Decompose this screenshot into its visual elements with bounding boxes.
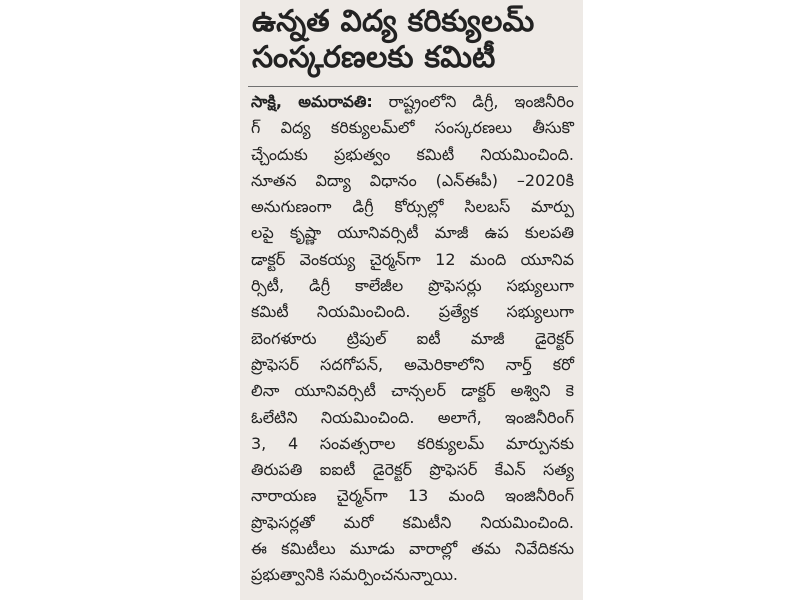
body-line: 3, 4 సంవత్సరాల కరిక్యులమ్ మార్పునకు <box>251 433 574 453</box>
body-line: ర్సిటీ, డిగ్రీ కాలేజీల ప్రొఫెసర్లు సభ్యులుగా <box>251 276 574 296</box>
body-line: లినా యూనివర్సిటీ చాన్సలర్ డాక్టర్ అశ్విని కె <box>251 381 574 401</box>
article-body <box>251 89 574 594</box>
body-line: లపై కృష్ణా యూనివర్సిటీ మాజీ ఉప కులపతి <box>251 223 574 243</box>
headline-divider <box>248 86 578 87</box>
body-line: గ్ విద్య కరిక్యులమ్‌లో సంస్కరణలు తీసుకొ <box>251 118 574 138</box>
body-line: డాక్టర్ వెంకయ్య చైర్మన్‌గా 12 మంది యూనివ <box>251 249 574 269</box>
body-line: ప్రొఫెసర్లతో మరో కమిటీని నియమించింది. <box>251 512 574 532</box>
body-line: అనుగుణంగా డిగ్రీ కోర్సుల్లో సిలబస్ మార్పు <box>251 197 574 217</box>
headline-line: ఉన్నత విద్య కరిక్యులమ్ <box>252 4 535 39</box>
body-line <box>251 89 574 115</box>
body-line: ఓలేటిని నియమించింది. అలాగే, ఇంజినీరింగ్ <box>251 407 574 427</box>
body-line: తిరుపతి ఐఐటీ డైరెక్టర్ ప్రొఫెసర్ కేఎన్ సత్య <box>251 460 574 480</box>
headline-line: సంస్కరణలకు కమిటీ <box>252 40 496 75</box>
body-line: నూతన విద్యా విధానం (ఎన్‌ఈపీ) –2020కి <box>251 170 574 190</box>
dateline: సాక్షి, అమరావతి: <box>251 92 373 111</box>
body-line: ఈ కమిటీలు మూడు వారాల్లో తమ నివేదికను <box>251 539 574 559</box>
body-line: నారాయణ చైర్మన్‌గా 13 మంది ఇంజినీరింగ్ <box>251 486 574 506</box>
body-line-text: రాష్ట్రంలోని డిగ్రీ, ఇంజినీరిం <box>388 92 574 111</box>
headline <box>252 4 570 76</box>
body-line: ప్రొఫెసర్ సదగోపన్, అమెరికాలోని నార్త్ కరో <box>251 354 574 374</box>
body-line: చ్చేందుకు ప్రభుత్వం కమిటీ నియమించింది. <box>251 144 574 164</box>
body-line: బెంగళూరు ట్రిపుల్ ఐటీ మాజీ డైరెక్టర్ <box>251 328 574 348</box>
body-line: కమిటీ నియమించింది. ప్రత్యేక సభ్యులుగా <box>251 302 574 322</box>
newspaper-clipping <box>240 0 583 600</box>
body-line-last: ప్రభుత్వానికి సమర్పించనున్నాయి. <box>251 565 459 585</box>
